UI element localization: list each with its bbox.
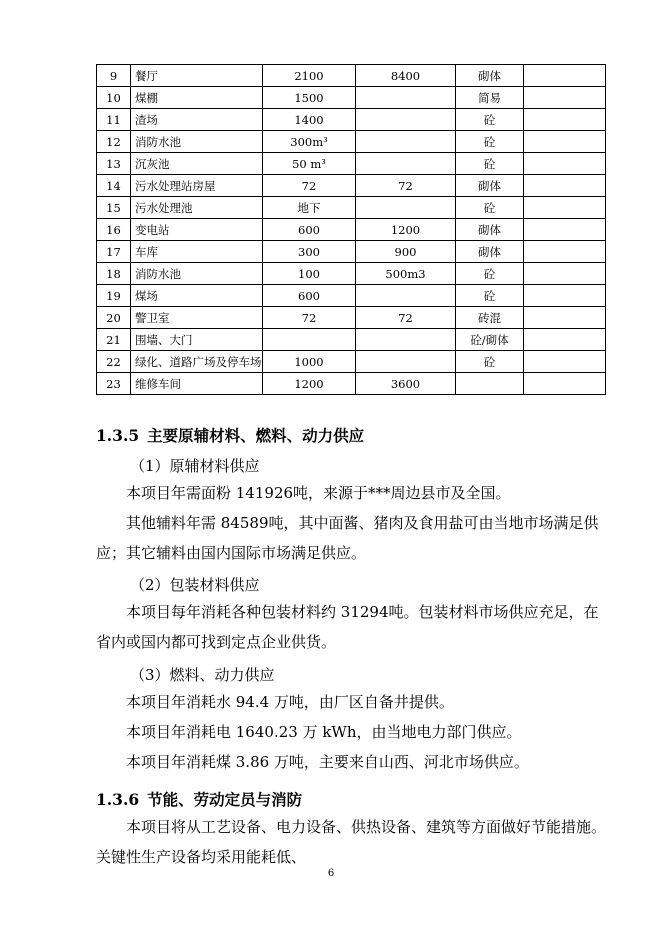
cell-facility-name: 消防水池 [131,263,263,285]
cell-capacity: 72 [356,307,456,329]
cell-capacity [356,87,456,109]
cell-area: 600 [263,219,356,241]
table-row [97,329,606,351]
cell-note [524,153,606,175]
table-row [97,87,606,109]
cell-note [524,241,606,263]
cell-note [524,219,606,241]
page-number: 6 [327,868,335,879]
paragraph-coal: 本项目年消耗煤 3.86 万吨，主要来自山西、河北市场供应。 [126,753,529,771]
table-row [97,197,606,219]
cell-number: 23 [97,373,131,395]
cell-structure: 简易 [456,87,524,109]
cell-note [524,197,606,219]
facilities-table-body [97,65,606,395]
cell-capacity [356,131,456,153]
cell-capacity: 900 [356,241,456,263]
cell-area: 1500 [263,87,356,109]
paragraph-electricity: 本项目年消耗电 1640.23 万 kWh，由当地电力部门供应。 [126,723,522,741]
cell-number: 19 [97,285,131,307]
paragraph-water: 本项目年消耗水 94.4 万吨，由厂区自备井提供。 [126,693,454,711]
cell-note [524,285,606,307]
cell-note [524,109,606,131]
table-row [97,373,606,395]
cell-structure: 砼 [456,109,524,131]
cell-structure [456,373,524,395]
cell-number: 11 [97,109,131,131]
cell-facility-name: 煤场 [131,285,263,307]
cell-area: 50 m³ [263,153,356,175]
cell-number: 17 [97,241,131,263]
table-row [97,131,606,153]
cell-area: 2100 [263,65,356,87]
cell-note [524,175,606,197]
cell-facility-name: 煤棚 [131,87,263,109]
cell-capacity [356,285,456,307]
facilities-table [96,64,606,395]
cell-facility-name: 污水处理站房屋 [131,175,263,197]
cell-area: 1200 [263,373,356,395]
section-number: 1.3.6 [96,790,140,809]
cell-facility-name: 渣场 [131,109,263,131]
cell-area: 72 [263,175,356,197]
cell-number: 12 [97,131,131,153]
cell-structure: 砖混 [456,307,524,329]
section-title: 主要原辅材料、燃料、动力供应 [147,426,365,445]
cell-facility-name: 车库 [131,241,263,263]
cell-capacity: 72 [356,175,456,197]
cell-facility-name: 警卫室 [131,307,263,329]
paragraph-energy-saving: 本项目将从工艺设备、电力设备、供热设备、建筑等方面做好节能措施。关键性生产设备均采用能耗低、 [96,818,607,866]
section-heading-1-3-6 [96,788,302,810]
cell-number: 18 [97,263,131,285]
cell-note [524,131,606,153]
table-row [97,219,606,241]
cell-note [524,307,606,329]
cell-structure: 砼 [456,351,524,373]
cell-number: 15 [97,197,131,219]
cell-number: 13 [97,153,131,175]
paragraph-flour: 本项目年需面粉 141926吨，来源于***周边县市及全国。 [126,484,511,502]
subheading-fuel-power: （3）燃料、动力供应 [130,666,275,684]
cell-capacity [356,153,456,175]
table-row [97,241,606,263]
section-number: 1.3.5 [96,426,140,445]
cell-facility-name: 绿化、道路广场及停车场 [131,351,263,373]
cell-facility-name: 沉灰池 [131,153,263,175]
table-row [97,65,606,87]
subheading-raw-materials: （1）原辅材料供应 [130,457,260,475]
cell-facility-name: 变电站 [131,219,263,241]
cell-number: 10 [97,87,131,109]
cell-note [524,329,606,351]
cell-capacity [356,351,456,373]
cell-number: 21 [97,329,131,351]
cell-area: 1400 [263,109,356,131]
cell-structure: 砌体 [456,65,524,87]
cell-facility-name: 消防水池 [131,131,263,153]
table-row [97,285,606,307]
section-heading-1-3-5 [96,424,364,446]
cell-note [524,351,606,373]
cell-capacity: 3600 [356,373,456,395]
cell-number: 9 [97,65,131,87]
paragraph-packaging: 本项目每年消耗各种包装材料约 31294吨。包装材料市场供应充足，在省内或国内都可找到定点企业供货。 [96,603,599,651]
cell-structure: 砌体 [456,175,524,197]
table-row [97,175,606,197]
cell-number: 14 [97,175,131,197]
cell-structure: 砌体 [456,241,524,263]
table-row [97,263,606,285]
cell-structure: 砼/砌体 [456,329,524,351]
paragraph-auxiliary: 其他辅料年需 84589吨，其中面酱、猪肉及食用盐可由当地市场满足供应；其它辅料由国内国际市场满足供应。 [96,514,599,562]
cell-facility-name: 餐厅 [131,65,263,87]
cell-number: 20 [97,307,131,329]
cell-area: 600 [263,285,356,307]
cell-structure: 砼 [456,153,524,175]
cell-number: 16 [97,219,131,241]
cell-facility-name: 维修车间 [131,373,263,395]
cell-area: 72 [263,307,356,329]
cell-area [263,329,356,351]
cell-capacity: 8400 [356,65,456,87]
cell-number: 22 [97,351,131,373]
cell-note [524,65,606,87]
subheading-packaging: （2）包装材料供应 [130,576,260,594]
cell-note [524,263,606,285]
cell-capacity [356,329,456,351]
table-row [97,307,606,329]
cell-facility-name: 污水处理池 [131,197,263,219]
cell-area: 300m³ [263,131,356,153]
cell-note [524,87,606,109]
cell-capacity [356,109,456,131]
cell-capacity: 500m3 [356,263,456,285]
cell-structure: 砼 [456,131,524,153]
cell-structure: 砼 [456,263,524,285]
cell-area: 300 [263,241,356,263]
cell-facility-name: 围墙、大门 [131,329,263,351]
cell-area: 1000 [263,351,356,373]
table-row [97,153,606,175]
table-row [97,109,606,131]
cell-structure: 砼 [456,285,524,307]
cell-capacity: 1200 [356,219,456,241]
cell-structure: 砌体 [456,219,524,241]
cell-area: 100 [263,263,356,285]
section-title: 节能、劳动定员与消防 [147,790,303,809]
cell-structure: 砼 [456,197,524,219]
cell-note [524,373,606,395]
cell-capacity [356,197,456,219]
cell-area: 地下 [263,197,356,219]
table-row [97,351,606,373]
